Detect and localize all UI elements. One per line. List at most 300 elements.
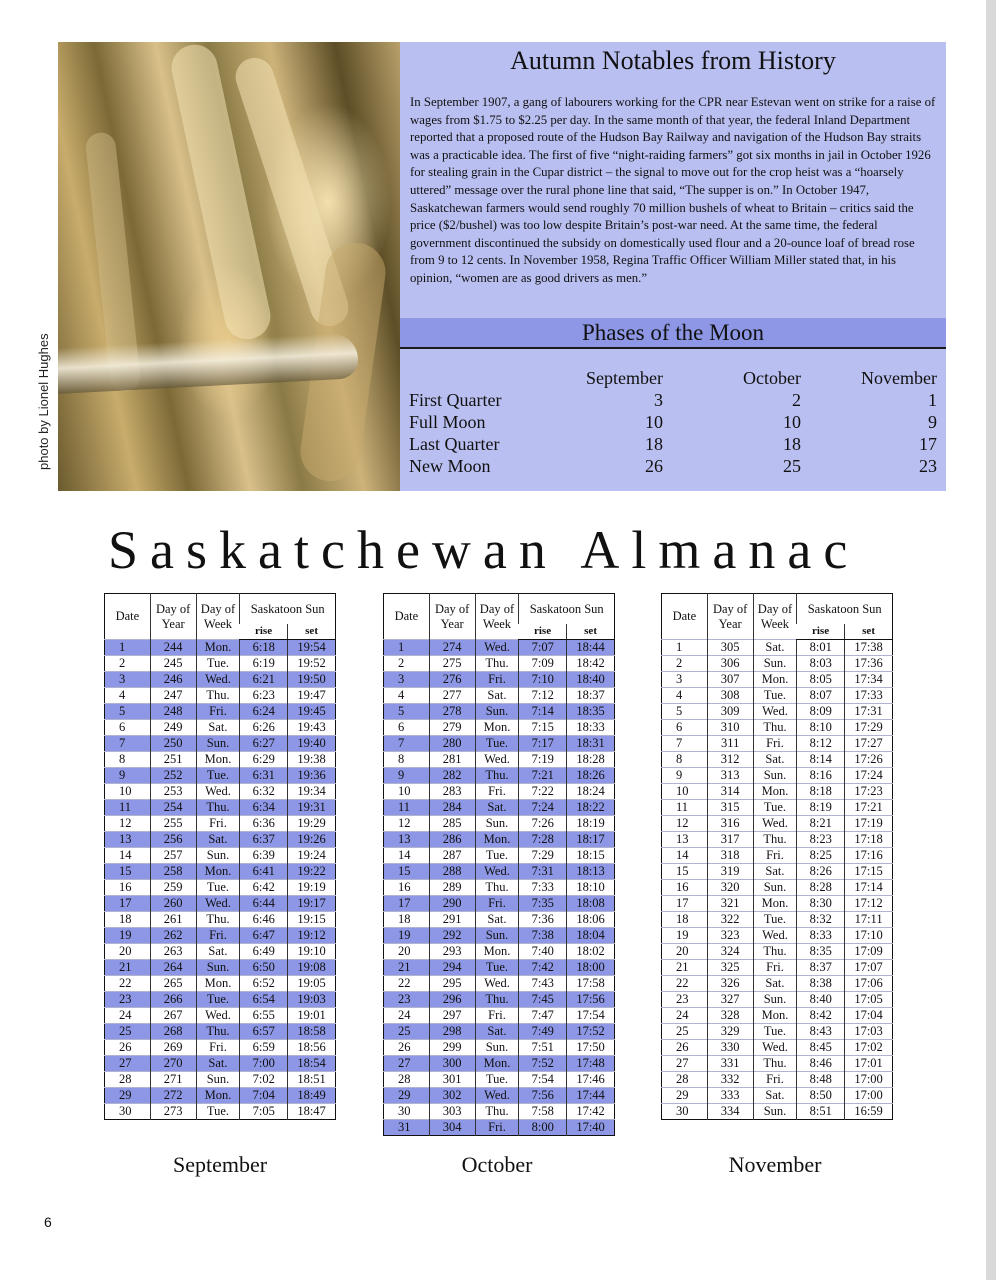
table-row xyxy=(384,976,615,992)
day-of-week-cell: Sat. xyxy=(196,720,240,736)
day-of-year-cell: 312 xyxy=(707,752,753,768)
sunrise-cell: 7:35 xyxy=(519,896,567,912)
sunrise-cell: 6:36 xyxy=(240,816,288,832)
day-of-week-cell: Mon. xyxy=(753,896,797,912)
day-of-year-cell: 281 xyxy=(429,752,475,768)
sunrise-cell: 6:52 xyxy=(240,976,288,992)
day-of-year-cell: 245 xyxy=(150,656,196,672)
almanac-table-november xyxy=(661,593,893,1120)
day-of-year-cell: 297 xyxy=(429,1008,475,1024)
table-row xyxy=(662,880,893,896)
page-number: 6 xyxy=(44,1214,52,1230)
sunset-cell: 18:40 xyxy=(567,672,615,688)
day-of-week-cell: Sun. xyxy=(753,768,797,784)
sunrise-cell: 8:01 xyxy=(797,640,845,656)
sunset-cell: 18:19 xyxy=(567,816,615,832)
sunrise-cell: 8:43 xyxy=(797,1024,845,1040)
sunset-cell: 17:46 xyxy=(567,1072,615,1088)
day-of-year-cell: 315 xyxy=(707,800,753,816)
table-row xyxy=(105,848,336,864)
table-row xyxy=(662,1088,893,1104)
sunset-cell: 19:54 xyxy=(288,640,336,656)
table-row xyxy=(384,928,615,944)
day-of-year-cell: 314 xyxy=(707,784,753,800)
date-cell: 18 xyxy=(676,912,689,926)
sunset-cell: 19:40 xyxy=(288,736,336,752)
day-of-year-cell: 306 xyxy=(707,656,753,672)
day-of-year-cell: 302 xyxy=(429,1088,475,1104)
day-of-year-cell: 261 xyxy=(150,912,196,928)
header-day-of-week: Day of Week xyxy=(475,594,519,640)
sunrise-cell: 6:50 xyxy=(240,960,288,976)
header-day-of-year: Day of Year xyxy=(429,594,475,640)
sunset-cell: 18:13 xyxy=(567,864,615,880)
table-row xyxy=(384,1056,615,1072)
date-cell: 5 xyxy=(676,704,683,718)
date-cell: 4 xyxy=(119,688,126,702)
sunrise-cell: 6:49 xyxy=(240,944,288,960)
day-of-week-cell: Sat. xyxy=(753,752,797,768)
day-of-year-cell: 279 xyxy=(429,720,475,736)
day-of-week-cell: Sun. xyxy=(475,816,519,832)
date-cell: 28 xyxy=(676,1072,689,1086)
day-of-week-cell: Wed. xyxy=(475,640,519,656)
day-of-week-cell: Thu. xyxy=(753,944,797,960)
day-of-year-cell: 318 xyxy=(707,848,753,864)
sunset-cell: 17:04 xyxy=(845,1008,893,1024)
header-day-of-week: Day of Week xyxy=(753,594,797,640)
day-of-week-cell: Fri. xyxy=(753,848,797,864)
sunrise-cell: 7:22 xyxy=(519,784,567,800)
date-cell: 25 xyxy=(105,1024,151,1040)
day-of-week-cell: Wed. xyxy=(753,1040,797,1056)
day-of-week-cell: Wed. xyxy=(475,752,519,768)
table-row xyxy=(384,1088,615,1104)
table-row xyxy=(105,880,336,896)
photo-credit: photo by Lionel Hughes xyxy=(36,333,51,470)
table-row xyxy=(384,784,615,800)
day-of-week-cell: Wed. xyxy=(475,864,519,880)
date-cell: 24 xyxy=(398,1008,411,1022)
moon-header-blank xyxy=(409,367,569,389)
sunset-cell: 18:00 xyxy=(567,960,615,976)
sunset-cell: 19:05 xyxy=(288,976,336,992)
day-of-year-cell: 299 xyxy=(429,1040,475,1056)
day-of-week-cell: Thu. xyxy=(475,880,519,896)
sunset-cell: 17:21 xyxy=(845,800,893,816)
sunset-cell: 17:50 xyxy=(567,1040,615,1056)
sunset-cell: 17:24 xyxy=(845,768,893,784)
sunrise-cell: 7:12 xyxy=(519,688,567,704)
sunset-cell: 17:19 xyxy=(845,816,893,832)
day-of-week-cell: Tue. xyxy=(753,800,797,816)
day-of-week-cell: Sun. xyxy=(475,704,519,720)
day-of-year-cell: 324 xyxy=(707,944,753,960)
header-rise: rise xyxy=(240,624,288,640)
table-row xyxy=(105,1024,336,1040)
sunrise-cell: 8:32 xyxy=(797,912,845,928)
sunset-cell: 17:26 xyxy=(845,752,893,768)
table-row xyxy=(105,992,336,1008)
day-of-week-cell: Sat. xyxy=(753,1088,797,1104)
day-of-week-cell: Sun. xyxy=(753,1104,797,1120)
month-label-november: November xyxy=(728,1152,822,1177)
day-of-week-cell: Tue. xyxy=(196,992,240,1008)
sunset-cell: 19:26 xyxy=(288,832,336,848)
day-of-week-cell: Thu. xyxy=(196,1024,240,1040)
table-row xyxy=(105,944,336,960)
sunset-cell: 18:35 xyxy=(567,704,615,720)
day-of-week-cell: Thu. xyxy=(753,832,797,848)
table-row xyxy=(384,960,615,976)
date-cell: 25 xyxy=(384,1024,430,1040)
table-row xyxy=(105,896,336,912)
sunrise-cell: 6:37 xyxy=(240,832,288,848)
table-row xyxy=(662,720,893,736)
sunrise-cell: 7:51 xyxy=(519,1040,567,1056)
sunrise-cell: 7:58 xyxy=(519,1104,567,1120)
sunset-cell: 18:08 xyxy=(567,896,615,912)
moon-phase-day: 17 xyxy=(919,433,937,454)
date-cell: 8 xyxy=(676,752,683,766)
sunset-cell: 19:47 xyxy=(288,688,336,704)
table-row xyxy=(662,1056,893,1072)
day-of-year-cell: 292 xyxy=(429,928,475,944)
header-set: set xyxy=(567,624,615,640)
day-of-year-cell: 311 xyxy=(707,736,753,752)
table-body xyxy=(384,640,615,1136)
date-cell: 30 xyxy=(676,1104,689,1118)
sunset-cell: 17:00 xyxy=(845,1072,893,1088)
table-row xyxy=(105,752,336,768)
moon-phases-table xyxy=(409,367,937,477)
sunrise-cell: 6:55 xyxy=(240,1008,288,1024)
sunset-cell: 19:24 xyxy=(288,848,336,864)
sunset-cell: 18:49 xyxy=(288,1088,336,1104)
day-of-year-cell: 258 xyxy=(150,864,196,880)
table-row xyxy=(384,880,615,896)
sunset-cell: 18:42 xyxy=(567,656,615,672)
sunrise-cell: 8:07 xyxy=(797,688,845,704)
sunrise-cell: 6:18 xyxy=(240,640,288,656)
day-of-year-cell: 309 xyxy=(707,704,753,720)
sunrise-cell: 8:09 xyxy=(797,704,845,720)
day-of-week-cell: Fri. xyxy=(753,1072,797,1088)
sunset-cell: 17:06 xyxy=(845,976,893,992)
sunrise-cell: 6:59 xyxy=(240,1040,288,1056)
sunrise-cell: 8:23 xyxy=(797,832,845,848)
header-rise: rise xyxy=(519,624,567,640)
sunset-cell: 19:50 xyxy=(288,672,336,688)
day-of-week-cell: Fri. xyxy=(753,736,797,752)
sunrise-cell: 6:44 xyxy=(240,896,288,912)
day-of-week-cell: Thu. xyxy=(196,800,240,816)
sunset-cell: 17:40 xyxy=(567,1120,615,1136)
sunset-cell: 17:07 xyxy=(845,960,893,976)
sunset-cell: 19:08 xyxy=(288,960,336,976)
sunrise-cell: 7:47 xyxy=(519,1008,567,1024)
date-cell: 27 xyxy=(105,1056,151,1072)
table-row xyxy=(662,912,893,928)
day-of-week-cell: Fri. xyxy=(475,1008,519,1024)
day-of-year-cell: 296 xyxy=(429,992,475,1008)
table-row xyxy=(105,1056,336,1072)
sunrise-cell: 7:33 xyxy=(519,880,567,896)
sunset-cell: 18:37 xyxy=(567,688,615,704)
sunset-cell: 17:52 xyxy=(567,1024,615,1040)
day-of-week-cell: Wed. xyxy=(753,816,797,832)
page-edge xyxy=(986,0,996,1280)
table-row xyxy=(105,656,336,672)
date-cell: 18 xyxy=(398,912,411,926)
date-cell: 29 xyxy=(384,1088,430,1104)
day-of-year-cell: 276 xyxy=(429,672,475,688)
day-of-week-cell: Mon. xyxy=(196,640,240,656)
day-of-year-cell: 319 xyxy=(707,864,753,880)
sunrise-cell: 7:28 xyxy=(519,832,567,848)
sunset-cell: 17:03 xyxy=(845,1024,893,1040)
day-of-year-cell: 263 xyxy=(150,944,196,960)
table-row xyxy=(105,864,336,880)
day-of-week-cell: Tue. xyxy=(475,960,519,976)
day-of-year-cell: 274 xyxy=(429,640,475,656)
sunset-cell: 18:26 xyxy=(567,768,615,784)
day-of-week-cell: Sun. xyxy=(753,992,797,1008)
sunrise-cell: 6:31 xyxy=(240,768,288,784)
day-of-week-cell: Thu. xyxy=(475,1104,519,1120)
day-of-week-cell: Wed. xyxy=(753,704,797,720)
table-row xyxy=(105,720,336,736)
day-of-year-cell: 323 xyxy=(707,928,753,944)
day-of-week-cell: Wed. xyxy=(196,672,240,688)
sunrise-cell: 8:05 xyxy=(797,672,845,688)
table-row xyxy=(384,1024,615,1040)
autumn-title: Autumn Notables from History xyxy=(510,46,836,75)
day-of-year-cell: 331 xyxy=(707,1056,753,1072)
day-of-year-cell: 246 xyxy=(150,672,196,688)
date-cell: 23 xyxy=(676,992,689,1006)
table-row xyxy=(105,976,336,992)
day-of-week-cell: Sun. xyxy=(196,848,240,864)
sunrise-cell: 7:14 xyxy=(519,704,567,720)
sunrise-cell: 6:24 xyxy=(240,704,288,720)
date-cell: 27 xyxy=(676,1056,689,1070)
day-of-week-cell: Sat. xyxy=(475,1024,519,1040)
date-cell: 2 xyxy=(398,656,405,670)
day-of-year-cell: 254 xyxy=(150,800,196,816)
sunset-cell: 17:01 xyxy=(845,1056,893,1072)
sunrise-cell: 8:26 xyxy=(797,864,845,880)
moon-phase-day: 26 xyxy=(645,455,663,476)
day-of-week-cell: Mon. xyxy=(753,672,797,688)
month-label-september: September xyxy=(172,1152,268,1177)
sunrise-cell: 6:26 xyxy=(240,720,288,736)
day-of-week-cell: Tue. xyxy=(475,848,519,864)
date-cell: 19 xyxy=(105,928,151,944)
day-of-year-cell: 300 xyxy=(429,1056,475,1072)
header-rise: rise xyxy=(797,624,845,640)
sunrise-cell: 7:17 xyxy=(519,736,567,752)
sunrise-cell: 7:26 xyxy=(519,816,567,832)
date-cell: 28 xyxy=(119,1072,132,1086)
day-of-week-cell: Mon. xyxy=(196,1088,240,1104)
table-row xyxy=(384,688,615,704)
date-cell: 12 xyxy=(676,816,689,830)
date-cell: 24 xyxy=(676,1008,689,1022)
date-cell: 29 xyxy=(105,1088,151,1104)
table-row xyxy=(105,672,336,688)
table-row xyxy=(384,768,615,784)
sunset-cell: 17:10 xyxy=(845,928,893,944)
almanac-table-october xyxy=(383,593,615,1136)
sunrise-cell: 8:51 xyxy=(797,1104,845,1120)
header-date: Date xyxy=(394,609,419,623)
sunrise-cell: 6:34 xyxy=(240,800,288,816)
table-row xyxy=(662,960,893,976)
sunrise-cell: 7:56 xyxy=(519,1088,567,1104)
table-row xyxy=(105,784,336,800)
sunset-cell: 19:52 xyxy=(288,656,336,672)
day-of-year-cell: 326 xyxy=(707,976,753,992)
day-of-week-cell: Mon. xyxy=(753,1008,797,1024)
sunrise-cell: 7:52 xyxy=(519,1056,567,1072)
sunset-cell: 17:58 xyxy=(567,976,615,992)
day-of-year-cell: 278 xyxy=(429,704,475,720)
page-title: Saskatchewan Almanac xyxy=(108,520,860,580)
day-of-year-cell: 308 xyxy=(707,688,753,704)
day-of-year-cell: 328 xyxy=(707,1008,753,1024)
sunset-cell: 17:05 xyxy=(845,992,893,1008)
day-of-year-cell: 330 xyxy=(707,1040,753,1056)
date-cell: 11 xyxy=(676,800,689,814)
table-row xyxy=(662,1024,893,1040)
date-cell: 6 xyxy=(119,720,126,734)
day-of-week-cell: Tue. xyxy=(196,1104,240,1120)
header-set: set xyxy=(288,624,336,640)
sunrise-cell: 6:57 xyxy=(240,1024,288,1040)
sunrise-cell: 8:19 xyxy=(797,800,845,816)
day-of-week-cell: Tue. xyxy=(196,880,240,896)
sunset-cell: 18:10 xyxy=(567,880,615,896)
day-of-year-cell: 293 xyxy=(429,944,475,960)
day-of-year-cell: 322 xyxy=(707,912,753,928)
sunrise-cell: 6:19 xyxy=(240,656,288,672)
day-of-year-cell: 271 xyxy=(150,1072,196,1088)
sunset-cell: 18:15 xyxy=(567,848,615,864)
moon-phases-box xyxy=(400,349,946,491)
sunset-cell: 17:23 xyxy=(845,784,893,800)
date-cell: 10 xyxy=(398,784,411,798)
table-row xyxy=(384,720,615,736)
sunrise-cell: 7:05 xyxy=(240,1104,288,1120)
sunset-cell: 17:34 xyxy=(845,672,893,688)
moon-month-header: November xyxy=(861,367,937,388)
day-of-year-cell: 283 xyxy=(429,784,475,800)
day-of-year-cell: 250 xyxy=(150,736,196,752)
table-row xyxy=(384,752,615,768)
nature-photo xyxy=(58,42,400,491)
day-of-week-cell: Sat. xyxy=(475,912,519,928)
day-of-year-cell: 269 xyxy=(150,1040,196,1056)
sunrise-cell: 7:42 xyxy=(519,960,567,976)
sunset-cell: 17:12 xyxy=(845,896,893,912)
moon-phase-label: First Quarter xyxy=(409,389,502,410)
sunrise-cell: 7:19 xyxy=(519,752,567,768)
day-of-year-cell: 321 xyxy=(707,896,753,912)
date-cell: 7 xyxy=(105,736,151,752)
sunset-cell: 19:22 xyxy=(288,864,336,880)
sunset-cell: 18:31 xyxy=(567,736,615,752)
day-of-year-cell: 317 xyxy=(707,832,753,848)
day-of-year-cell: 259 xyxy=(150,880,196,896)
sunset-cell: 18:04 xyxy=(567,928,615,944)
table-row xyxy=(105,832,336,848)
table-row xyxy=(662,832,893,848)
date-cell: 16 xyxy=(398,880,411,894)
table-row xyxy=(384,848,615,864)
day-of-week-cell: Sat. xyxy=(196,1056,240,1072)
sunrise-cell: 7:09 xyxy=(519,656,567,672)
date-cell: 15 xyxy=(676,864,689,878)
sunrise-cell: 8:40 xyxy=(797,992,845,1008)
sunset-cell: 17:18 xyxy=(845,832,893,848)
date-cell: 6 xyxy=(398,720,405,734)
sunset-cell: 19:29 xyxy=(288,816,336,832)
date-cell: 17 xyxy=(105,896,151,912)
moon-month-header: September xyxy=(586,367,663,388)
sunrise-cell: 8:28 xyxy=(797,880,845,896)
table-row xyxy=(384,992,615,1008)
date-cell: 18 xyxy=(119,912,132,926)
day-of-year-cell: 288 xyxy=(429,864,475,880)
day-of-year-cell: 249 xyxy=(150,720,196,736)
table-row xyxy=(662,688,893,704)
table-row xyxy=(384,1040,615,1056)
sunrise-cell: 7:54 xyxy=(519,1072,567,1088)
sunset-cell: 17:02 xyxy=(845,1040,893,1056)
day-of-year-cell: 285 xyxy=(429,816,475,832)
sunset-cell: 19:45 xyxy=(288,704,336,720)
sunset-cell: 18:28 xyxy=(567,752,615,768)
day-of-year-cell: 270 xyxy=(150,1056,196,1072)
date-cell: 14 xyxy=(398,848,411,862)
date-cell: 19 xyxy=(384,928,430,944)
table-row xyxy=(384,1008,615,1024)
day-of-year-cell: 247 xyxy=(150,688,196,704)
date-cell: 23 xyxy=(105,992,151,1008)
sunrise-cell: 7:10 xyxy=(519,672,567,688)
date-cell: 9 xyxy=(676,768,683,782)
day-of-week-cell: Fri. xyxy=(196,928,240,944)
sunset-cell: 17:54 xyxy=(567,1008,615,1024)
table-row xyxy=(662,976,893,992)
date-cell: 6 xyxy=(676,720,683,734)
moon-phase-label: New Moon xyxy=(409,455,491,476)
sunset-cell: 17:14 xyxy=(845,880,893,896)
date-cell: 12 xyxy=(119,816,132,830)
sunrise-cell: 8:42 xyxy=(797,1008,845,1024)
day-of-year-cell: 275 xyxy=(429,656,475,672)
sunset-cell: 17:16 xyxy=(845,848,893,864)
day-of-week-cell: Sat. xyxy=(753,864,797,880)
day-of-week-cell: Sat. xyxy=(196,832,240,848)
table-row xyxy=(662,640,893,656)
day-of-week-cell: Sun. xyxy=(753,656,797,672)
day-of-week-cell: Fri. xyxy=(475,672,519,688)
moon-phase-day: 23 xyxy=(919,455,937,476)
sunrise-cell: 8:10 xyxy=(797,720,845,736)
table-row xyxy=(105,1104,336,1120)
